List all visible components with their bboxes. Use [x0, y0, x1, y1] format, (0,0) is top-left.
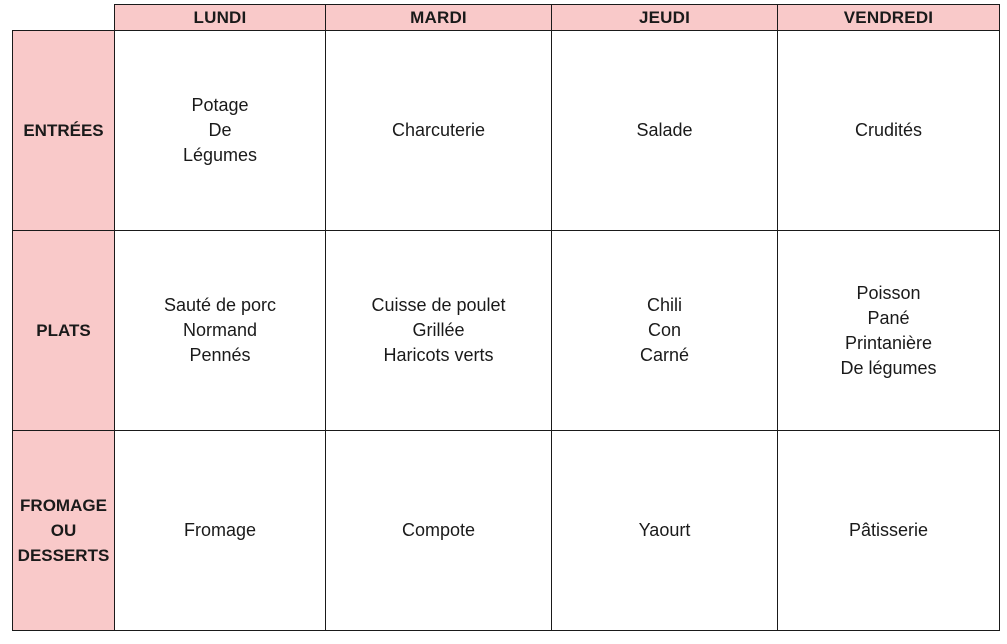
- dish-line: Pâtisserie: [848, 520, 929, 540]
- dish-line: Cuisse de poulet: [371, 295, 506, 315]
- row-header-desserts: [13, 431, 115, 631]
- day-header-thursday: JEUDI: [552, 5, 778, 31]
- row-header-line: PLATS: [36, 321, 91, 340]
- menu-cell-mains-tuesday: [326, 231, 552, 431]
- menu-cell-mains-thursday: [552, 231, 778, 431]
- dish-line: Normand: [182, 320, 258, 340]
- dish-line: De: [208, 120, 232, 140]
- dish-line: Printanière: [844, 332, 933, 353]
- menu-cell-desserts-thursday: [552, 431, 778, 631]
- row-header-line: OU: [50, 521, 77, 540]
- dish-line: Salade: [636, 120, 693, 140]
- dish-line: Grillée: [412, 320, 465, 340]
- menu-cell-starters-monday: [115, 31, 326, 231]
- day-header-row: [13, 5, 1000, 31]
- menu-row-desserts: [13, 431, 1000, 631]
- row-header-line: FROMAGE: [20, 496, 107, 515]
- dish-line: Poisson: [856, 282, 921, 303]
- menu-cell-mains-friday: [778, 231, 1000, 431]
- dish-line: Crudités: [854, 120, 923, 140]
- row-header-starters: [13, 31, 115, 231]
- dish-line: De légumes: [840, 357, 937, 378]
- dish-line: Chili: [646, 295, 682, 315]
- dish-line: Sauté de porc: [163, 295, 277, 315]
- dish-line: Potage: [191, 95, 249, 115]
- dish-line: Yaourt: [638, 520, 691, 540]
- menu-cell-starters-tuesday: [326, 31, 552, 231]
- menu-cell-starters-friday: [778, 31, 1000, 231]
- day-header-monday: LUNDI: [115, 5, 326, 31]
- menu-cell-mains-monday: [115, 231, 326, 431]
- menu-row-mains: [13, 231, 1000, 431]
- weekly-menu-table: [12, 4, 1000, 631]
- menu-cell-desserts-friday: [778, 431, 1000, 631]
- row-header-mains: [13, 231, 115, 431]
- dish-line: Haricots verts: [383, 345, 494, 365]
- dish-line: Carné: [639, 345, 690, 365]
- menu-cell-starters-thursday: [552, 31, 778, 231]
- dish-line: Charcuterie: [391, 120, 486, 140]
- dish-line: Pané: [867, 307, 910, 328]
- day-header-friday: VENDREDI: [778, 5, 1000, 31]
- dish-line: Con: [647, 320, 682, 340]
- row-header-line: DESSERTS: [17, 546, 110, 565]
- menu-cell-desserts-tuesday: [326, 431, 552, 631]
- dish-line: Compote: [401, 520, 476, 540]
- dish-line: Fromage: [183, 520, 257, 540]
- corner-cell: [13, 5, 115, 31]
- menu-row-starters: [13, 31, 1000, 231]
- menu-cell-desserts-monday: [115, 431, 326, 631]
- dish-line: Légumes: [182, 145, 258, 165]
- dish-line: Pennés: [189, 345, 251, 365]
- day-header-tuesday: MARDI: [326, 5, 552, 31]
- row-header-line: ENTRÉES: [23, 121, 104, 140]
